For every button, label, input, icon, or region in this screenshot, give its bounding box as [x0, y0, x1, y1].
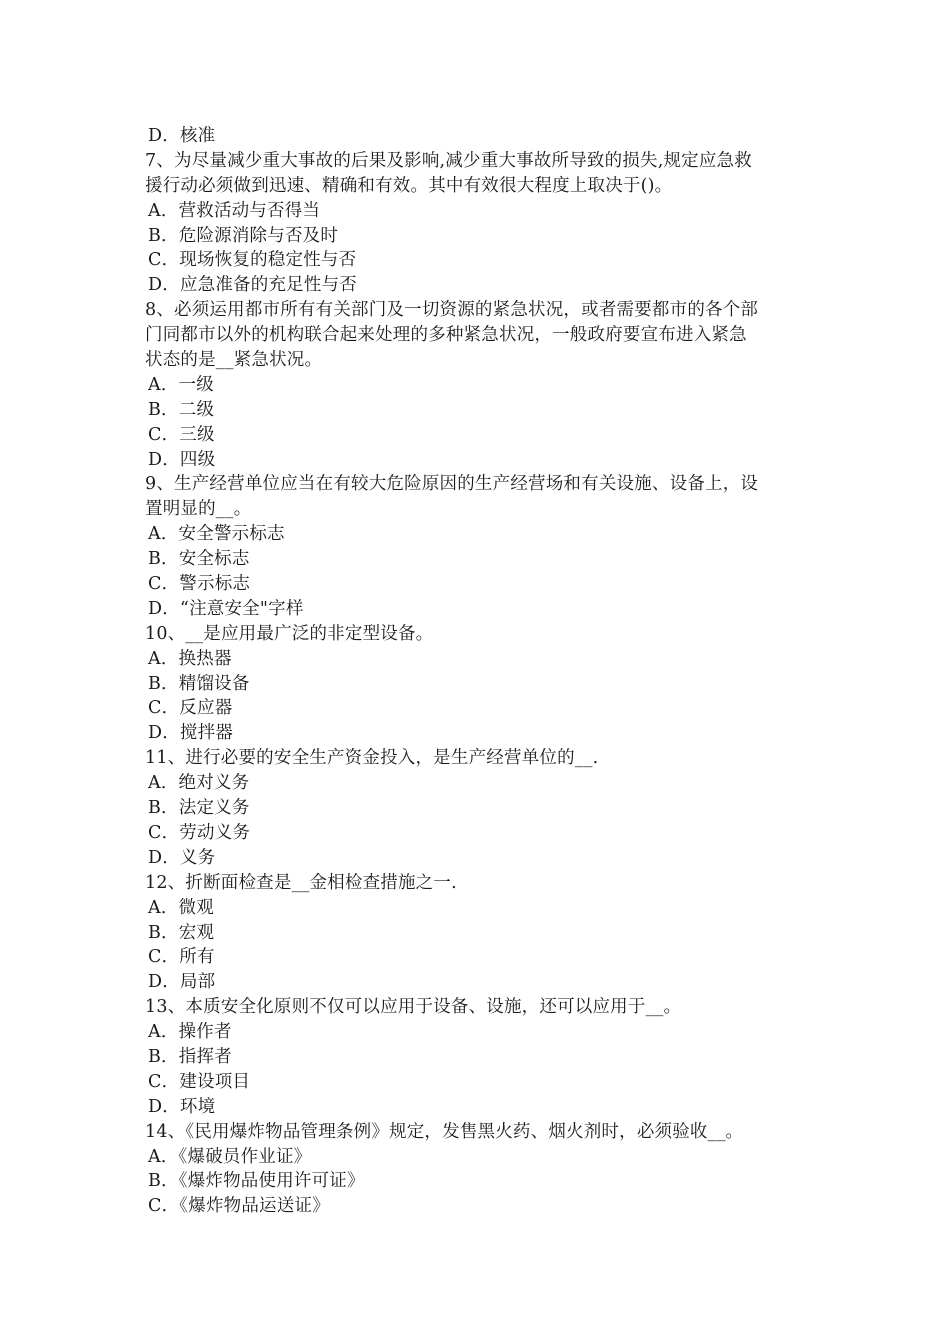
option-line: A．绝对义务 [148, 773, 250, 794]
option-line: A．一级 [148, 374, 214, 395]
option-line: C．反应器 [148, 698, 233, 719]
question-line: 10、__是应用最广泛的非定型设备。 [145, 623, 434, 644]
option-line: B．宏观 [148, 922, 215, 943]
option-line: B．法定义务 [148, 798, 250, 819]
option-line: D．环境 [148, 1096, 216, 1117]
option-line: D．义务 [148, 847, 216, 868]
option-line: C．现场恢复的稳定性与否 [148, 250, 357, 271]
option-line: D．搅拌器 [148, 723, 234, 744]
option-line: C．三级 [148, 424, 215, 445]
question-line: 14、《民用爆炸物品管理条例》规定，发售黑火药、烟火剂时，必须验收__。 [145, 1121, 744, 1142]
question-line: 8、必须运用都市所有有关部门及一切资源的紧急状况，或者需要都市的各个部 [145, 300, 759, 321]
option-line: C．《爆炸物品运送证》 [148, 1196, 330, 1217]
option-line: C．劳动义务 [148, 822, 251, 843]
option-line: D．“注意安全"字样 [148, 598, 304, 619]
option-line: B．精馏设备 [148, 673, 250, 694]
question-line: 门同都市以外的机构联合起来处理的多种紧急状况，一般政府要宣布进入紧急 [145, 325, 747, 346]
question-line: 援行动必须做到迅速、精确和有效。其中有效很大程度上取决于()。 [145, 175, 673, 196]
option-line: A．操作者 [148, 1022, 232, 1043]
question-line: 11、进行必要的安全生产资金投入，是生产经营单位的__. [145, 748, 599, 769]
document-page [145, 124, 810, 1219]
question-line: 7、为尽量减少重大事故的后果及影响,减少重大事故所导致的损失,规定应急救 [145, 150, 752, 171]
question-line: 9、生产经营单位应当在有较大危险原因的生产经营场和有关设施、设备上，设 [145, 474, 759, 495]
question-line: 状态的是__紧急状况。 [145, 350, 323, 371]
option-line: C．建设项目 [148, 1071, 251, 1092]
option-line: C．警示标志 [148, 574, 251, 595]
option-line: C．所有 [148, 947, 215, 968]
option-line: B．二级 [148, 399, 215, 420]
option-line: B．指挥者 [148, 1046, 232, 1067]
question-line: 置明显的__。 [145, 499, 252, 520]
option-line: A．换热器 [148, 648, 232, 669]
option-line: B．危险源消除与否及时 [148, 225, 339, 246]
option-line: D．应急准备的充足性与否 [148, 275, 357, 296]
question-line: 12、折断面检查是__金相检查措施之一. [145, 872, 457, 893]
option-line: A．微观 [148, 897, 214, 918]
option-line: B．《爆炸物品使用许可证》 [148, 1171, 365, 1192]
option-line: B．安全标志 [148, 549, 250, 570]
option-line: A．营救活动与否得当 [148, 200, 321, 221]
option-line: D．局部 [148, 972, 216, 993]
option-line: D．四级 [148, 449, 216, 470]
question-line: 13、本质安全化原则不仅可以应用于设备、设施，还可以应用于__。 [145, 997, 682, 1018]
option-line: A．安全警示标志 [148, 524, 285, 545]
option-line: D．核准 [148, 126, 216, 146]
option-line: A．《爆破员作业证》 [148, 1146, 312, 1167]
